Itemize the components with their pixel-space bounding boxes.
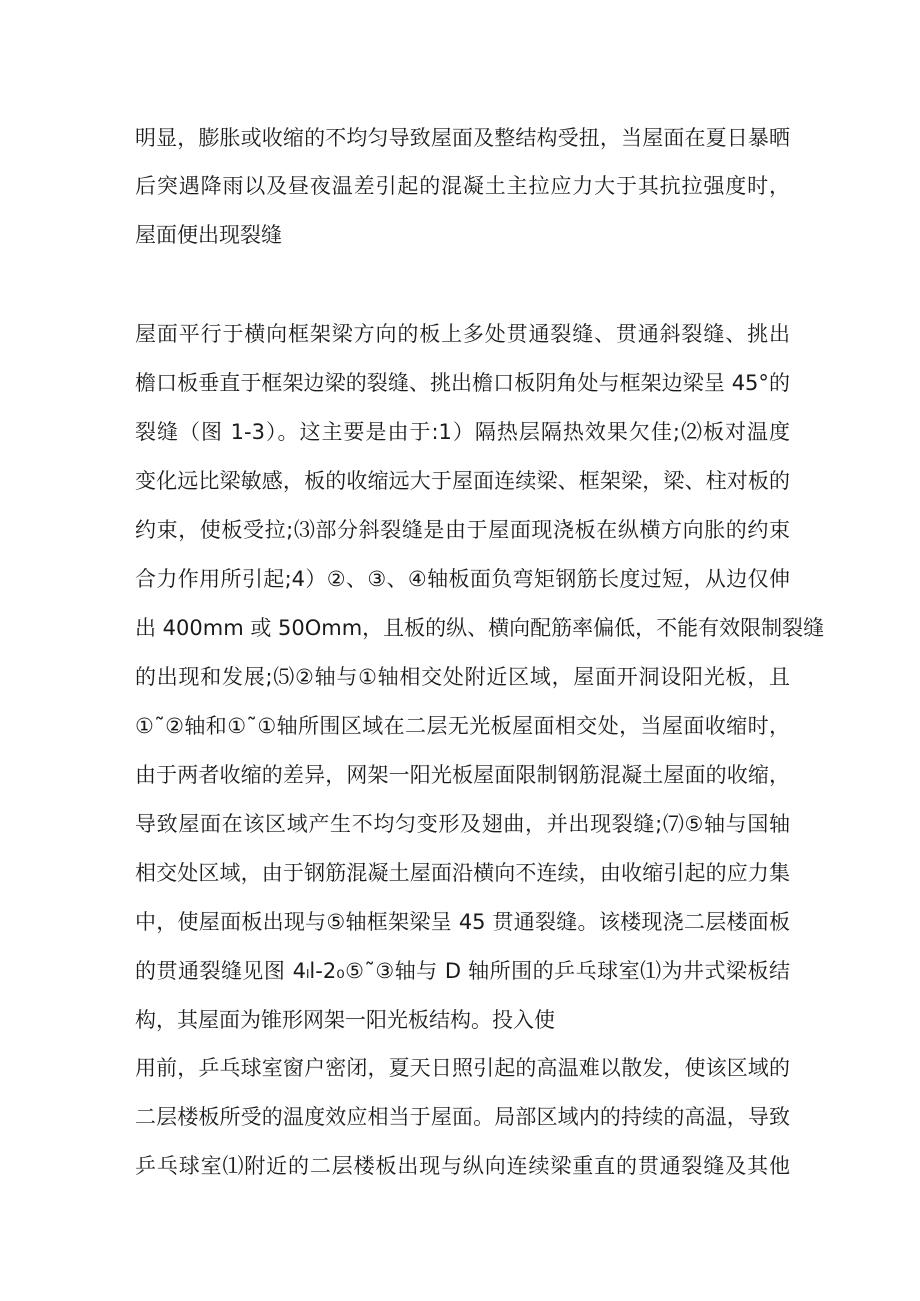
text-line: 屋面便出现裂缝 — [135, 223, 282, 247]
text-line: 构，其屋面为锥形网架一阳光板结构。投入使 — [135, 1008, 555, 1032]
text-line: ①˜②轴和①˜①轴所围区域在二层无光板屋面相交处，当屋面收缩时， — [135, 714, 790, 738]
text-line: 屋面平行于横向框架梁方向的板上多处贯通裂缝、贯通斜裂缝、挑出 — [135, 322, 790, 346]
text-line: 裂缝（图 1-3）。这主要是由于:1）隔热层隔热效果欠佳;⑵板对温度 — [135, 420, 790, 444]
text-line: 变化远比梁敏感，板的收缩远大于屋面连续梁、框架梁，梁、柱对板的 — [135, 469, 790, 493]
text-line: 的出现和发展;⑸②轴与①轴相交处附近区域，屋面开洞设阳光板，且 — [135, 665, 790, 689]
text-line: 由于两者收缩的差异，网架一阳光板屋面限制钢筋混凝土屋面的收缩， — [135, 763, 790, 787]
text-line: 导致屋面在该区域产生不均匀变形及翅曲，并出现裂缝;⑺⑤轴与国轴 — [135, 812, 790, 836]
text-line: 合力作用所引起;4）②、③、④轴板面负弯矩钢筋长度过短，从边仅伸 — [135, 567, 790, 591]
text-line: 用前，乒乓球室窗户密闭，夏天日照引起的高温难以散发，使该区域的 — [135, 1056, 790, 1080]
text-line: 中，使屋面板出现与⑤轴框架梁呈 45 贯通裂缝。该楼现浇二层楼面板 — [135, 910, 790, 934]
text-line: 二层楼板所受的温度效应相当于屋面。局部区域内的持续的高温，导致 — [135, 1105, 790, 1129]
text-line: 约束，使板受拉;⑶部分斜裂缝是由于屋面现浇板在纵横方向胀的约束 — [135, 518, 790, 542]
text-line: 后突遇降雨以及昼夜温差引起的混凝土主拉应力大于其抗拉强度时， — [135, 174, 790, 198]
text-line: 明显，膨胀或收缩的不均匀导致屋面及整结构受扭，当屋面在夏日暴晒 — [135, 126, 790, 150]
text-line: 的贯通裂缝见图 4ₗl-2₀⑤˜③轴与 D 轴所围的乒乓球室⑴为井式梁板结 — [135, 959, 790, 983]
text-line: 出 400mm 或 50Omm，且板的纵、横向配筋率偏低，不能有效限制裂缝 — [135, 616, 825, 640]
text-line: 相交处区域，由于钢筋混凝土屋面沿横向不连续，由收缩引起的应力集 — [135, 861, 790, 885]
text-line: 檐口板垂直于框架边梁的裂缝、挑出檐口板阴角处与框架边梁呈 45°的 — [135, 371, 790, 395]
text-line: 乒乓球室⑴附近的二层楼板出现与纵向连续梁重直的贯通裂缝及其他 — [135, 1154, 790, 1178]
